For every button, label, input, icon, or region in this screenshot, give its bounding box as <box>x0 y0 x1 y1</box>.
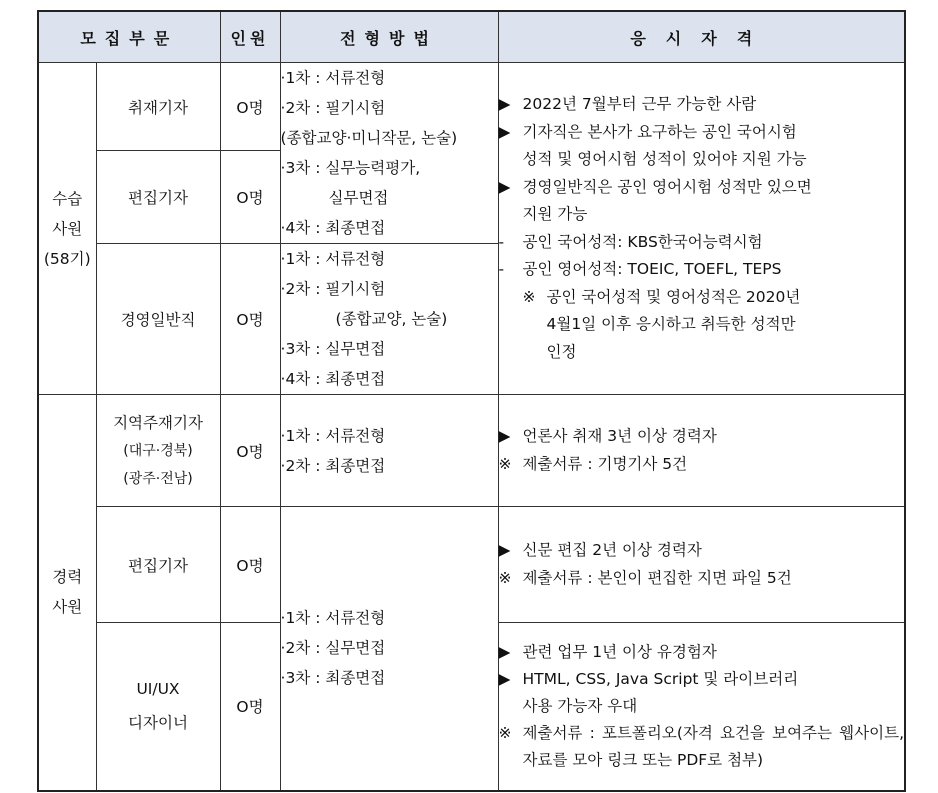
triangle-bullet-icon: ▶ <box>498 177 511 196</box>
triangle-bullet-icon: ▶ <box>498 669 511 688</box>
header-count: 인원 <box>220 11 280 63</box>
position-name: UI/UX <box>136 680 180 699</box>
qual-text: 경영일반직은 공인 영어시험 성적만 있으면 <box>522 177 812 196</box>
qual-text: 신문 편집 2년 이상 경력자 <box>522 541 702 559</box>
position-name-cell <box>96 623 220 791</box>
position-name: 경영일반직 <box>96 244 220 395</box>
table-row <box>38 63 905 151</box>
position-count: O명 <box>220 507 280 623</box>
qual-text: 기자직은 본사가 요구하는 공인 국어시험 <box>522 122 797 141</box>
header-row <box>38 11 905 63</box>
table-row <box>38 395 905 507</box>
career-designer-qualification <box>498 623 905 791</box>
recruitment-table <box>37 10 906 792</box>
step-line: ·1차 : 서류전형 <box>280 250 386 268</box>
qual-text: 공인 영어성적: TOEIC, TOEFL, TEPS <box>522 260 782 278</box>
table-row <box>38 507 905 623</box>
position-name-cell <box>96 395 220 507</box>
reference-mark-icon: ※ <box>498 723 512 742</box>
header-qualification: 응시자격 <box>498 11 905 63</box>
qual-text: 2022년 7월부터 근무 가능한 사람 <box>522 95 757 113</box>
step-line: ·2차 : 필기시험 <box>280 99 386 117</box>
triangle-bullet-icon: ▶ <box>498 427 511 445</box>
career-steps <box>280 507 498 791</box>
trainee-group-cell <box>38 63 96 395</box>
step-line: ·2차 : 최종면접 <box>280 456 386 475</box>
qual-text: 성적 및 영어시험 성적이 있어야 지원 가능 <box>522 150 807 168</box>
reference-mark-icon: ※ <box>498 568 512 587</box>
career-editor-qualification <box>498 507 905 623</box>
triangle-bullet-icon: ▶ <box>498 642 511 661</box>
position-count: O명 <box>220 244 280 395</box>
qual-text: 공인 국어성적 및 영어성적은 2020년 <box>546 287 801 306</box>
position-region: (대구·경북) <box>123 442 193 459</box>
step-line: ·1차 : 서류전형 <box>280 426 386 445</box>
career-group-cell <box>38 395 96 791</box>
triangle-bullet-icon: ▶ <box>498 95 511 113</box>
qual-text: 지원 가능 <box>522 205 588 223</box>
position-name: 지역주재기자 <box>113 413 203 432</box>
trainee-steps-b <box>280 244 498 395</box>
qual-text: 언론사 취재 3년 이상 경력자 <box>522 427 717 445</box>
career-group-line1: 경력 <box>52 568 83 587</box>
qual-text: 관련 업무 1년 이상 유경험자 <box>522 642 717 661</box>
position-region: (광주·전남) <box>123 470 193 487</box>
step-line: ·3차 : 실무면접 <box>280 340 386 358</box>
position-name: 취재기자 <box>96 63 220 151</box>
trainee-group-line3: (58기) <box>43 249 91 268</box>
trainee-group-line1: 수습 <box>52 189 83 208</box>
position-count: O명 <box>220 151 280 244</box>
dash-bullet-icon: - <box>498 232 505 251</box>
trainee-steps-a <box>280 63 498 244</box>
position-name: 디자이너 <box>128 714 188 733</box>
trainee-group-line2: 사원 <box>52 219 83 238</box>
dash-bullet-icon: - <box>498 260 505 278</box>
step-line: (종합교양, 논술) <box>335 310 448 328</box>
position-name: 편집기자 <box>96 151 220 244</box>
position-count: O명 <box>220 395 280 507</box>
header-division: 모집부문 <box>38 11 220 63</box>
reference-mark-icon: ※ <box>498 454 512 473</box>
step-line: ·3차 : 실무능력평가, <box>280 159 421 177</box>
career-group-line2: 사원 <box>52 598 83 617</box>
qual-text: 4월1일 이후 응시하고 취득한 성적만 <box>546 315 796 333</box>
step-line: ·2차 : 필기시험 <box>280 280 386 298</box>
step-line: ·3차 : 최종면접 <box>280 669 386 688</box>
header-method: 전형방법 <box>280 11 498 63</box>
trainee-qualification <box>498 63 905 395</box>
qual-text: 인정 <box>546 342 577 361</box>
step-line: ·2차 : 실무면접 <box>280 639 386 658</box>
qual-text: 사용 가능자 우대 <box>522 696 638 715</box>
step-line: ·4차 : 최종면접 <box>280 370 386 388</box>
step-line: ·1차 : 서류전형 <box>280 609 386 628</box>
step-line: ·1차 : 서류전형 <box>280 69 386 87</box>
triangle-bullet-icon: ▶ <box>498 541 511 559</box>
qual-text: 제출서류 : 본인이 편집한 지면 파일 5건 <box>522 568 792 587</box>
position-count: O명 <box>220 623 280 791</box>
step-line: ·4차 : 최종면접 <box>280 219 386 237</box>
career-regional-qualification <box>498 395 905 507</box>
career-regional-steps <box>280 395 498 507</box>
triangle-bullet-icon: ▶ <box>498 122 511 141</box>
step-line: 실무면접 <box>328 189 389 207</box>
qual-text: HTML, CSS, Java Script 및 라이브러리 <box>522 669 799 688</box>
qual-text: 공인 국어성적: KBS한국어능력시험 <box>522 232 763 251</box>
reference-mark-icon: ※ <box>522 287 536 306</box>
qual-text: 제출서류 : 기명기사 5건 <box>522 454 688 473</box>
position-name: 편집기자 <box>96 507 220 623</box>
step-line: (종합교양·미니작문, 논술) <box>280 129 458 147</box>
qual-text: 제출서류 : 포트폴리오(자격 요건을 보여주는 웹사이트, 자료를 모아 링크 또는 PDF로 첨부) <box>522 723 905 769</box>
position-count: O명 <box>220 63 280 151</box>
